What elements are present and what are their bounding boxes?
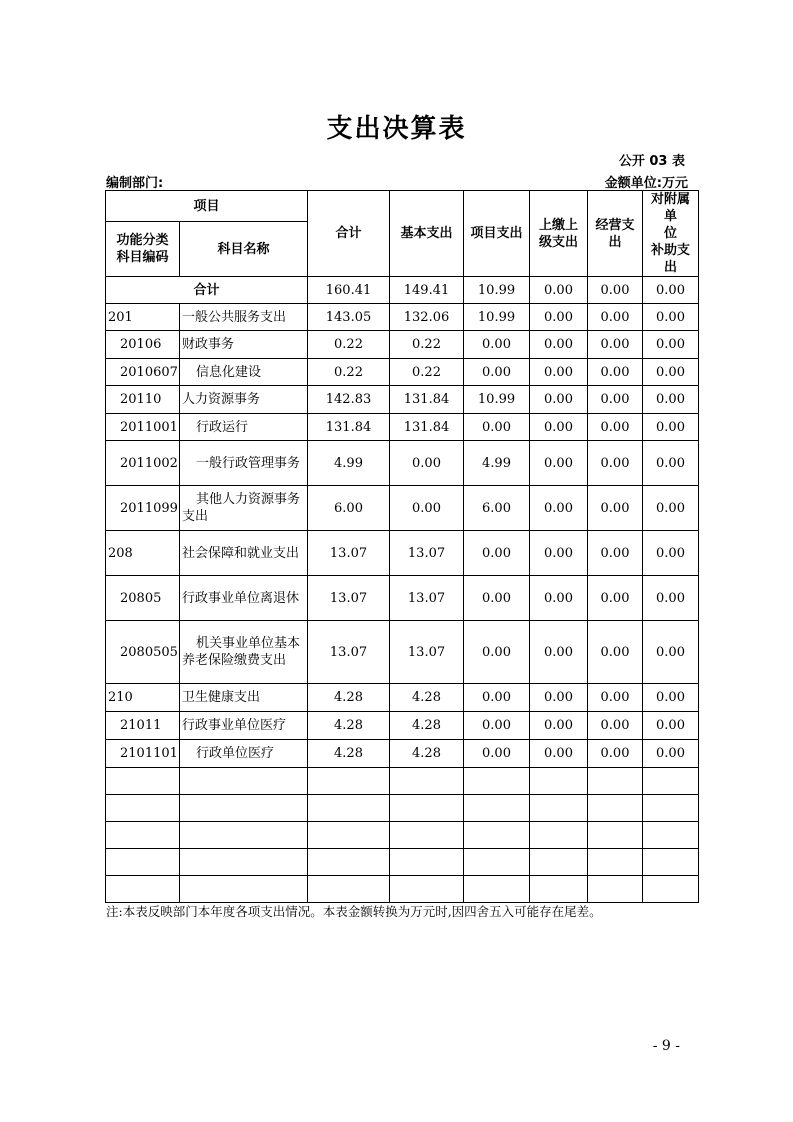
footnote: 注:本表反映部门本年度各项支出情况。本表金额转换为万元时,因四舍五入可能存在尾差。: [106, 904, 602, 919]
amount-cell: 0.00: [588, 531, 643, 576]
amount-cell: 0.00: [390, 486, 464, 531]
subject-name: 机关事业单位基本养老保险缴费支出: [180, 621, 308, 684]
empty-row: [106, 876, 699, 903]
total-cell: 0.00: [530, 277, 588, 304]
empty-cell: [464, 795, 530, 822]
amount-cell: 0.00: [464, 684, 530, 712]
expenditure-table: [105, 190, 699, 903]
header-item: 项目: [106, 191, 308, 222]
empty-cell: [530, 876, 588, 903]
amount-cell: 0.00: [588, 441, 643, 486]
subject-name: 财政事务: [180, 331, 308, 359]
empty-cell: [588, 849, 643, 876]
empty-row: [106, 768, 699, 795]
subject-code: 20805: [106, 576, 180, 621]
amount-cell: 0.00: [588, 331, 643, 359]
header-func-code: 功能分类 科目编码: [106, 222, 180, 277]
amount-cell: 4.99: [464, 441, 530, 486]
subject-code: 201: [106, 304, 180, 331]
empty-cell: [180, 768, 308, 795]
total-cell: 160.41: [308, 277, 390, 304]
amount-cell: 0.00: [643, 531, 699, 576]
amount-cell: 131.84: [390, 386, 464, 414]
subject-code: 210: [106, 684, 180, 712]
amount-cell: 0.00: [530, 304, 588, 331]
empty-cell: [308, 795, 390, 822]
amount-cell: 0.00: [464, 414, 530, 441]
amount-cell: 13.07: [308, 531, 390, 576]
subject-name: 行政事业单位医疗: [180, 712, 308, 740]
table-row: [106, 740, 699, 768]
empty-cell: [180, 876, 308, 903]
header-project: 项目支出: [464, 191, 530, 277]
empty-cell: [180, 822, 308, 849]
amount-cell: 0.00: [530, 441, 588, 486]
total-cell: 149.41: [390, 277, 464, 304]
empty-cell: [588, 822, 643, 849]
amount-cell: 13.07: [308, 576, 390, 621]
amount-cell: 0.00: [530, 359, 588, 386]
amount-cell: 6.00: [308, 486, 390, 531]
total-row: [106, 277, 699, 304]
subject-code: 2011001: [106, 414, 180, 441]
subject-code: 20110: [106, 386, 180, 414]
total-label: 合计: [106, 277, 308, 304]
empty-cell: [643, 849, 699, 876]
empty-cell: [308, 822, 390, 849]
amount-cell: 132.06: [390, 304, 464, 331]
amount-cell: 0.00: [464, 621, 530, 684]
subject-code: 2101101: [106, 740, 180, 768]
empty-cell: [588, 795, 643, 822]
amount-cell: 0.00: [588, 576, 643, 621]
total-cell: 10.99: [464, 277, 530, 304]
empty-cell: [588, 876, 643, 903]
amount-cell: 0.00: [530, 576, 588, 621]
table-row: [106, 684, 699, 712]
amount-cell: 0.00: [643, 621, 699, 684]
empty-cell: [464, 768, 530, 795]
amount-cell: 0.00: [464, 576, 530, 621]
empty-cell: [530, 768, 588, 795]
empty-cell: [530, 822, 588, 849]
empty-cell: [180, 795, 308, 822]
amount-cell: 131.84: [390, 414, 464, 441]
amount-cell: 4.28: [308, 712, 390, 740]
subject-name: 人力资源事务: [180, 386, 308, 414]
amount-cell: 4.28: [308, 684, 390, 712]
amount-cell: 0.00: [643, 414, 699, 441]
empty-cell: [530, 849, 588, 876]
empty-row: [106, 849, 699, 876]
empty-cell: [643, 822, 699, 849]
amount-cell: 0.00: [643, 486, 699, 531]
amount-cell: 13.07: [390, 621, 464, 684]
amount-cell: 0.00: [530, 531, 588, 576]
amount-cell: 0.00: [643, 576, 699, 621]
empty-cell: [390, 876, 464, 903]
empty-cell: [643, 876, 699, 903]
amount-cell: 4.99: [308, 441, 390, 486]
empty-cell: [588, 768, 643, 795]
amount-cell: 0.00: [643, 740, 699, 768]
amount-cell: 0.00: [464, 531, 530, 576]
empty-cell: [106, 849, 180, 876]
table-row: [106, 386, 699, 414]
subject-code: 20106: [106, 331, 180, 359]
empty-cell: [390, 849, 464, 876]
amount-cell: 0.00: [643, 684, 699, 712]
amount-cell: 0.00: [588, 304, 643, 331]
total-cell: 0.00: [643, 277, 699, 304]
amount-cell: 0.00: [588, 414, 643, 441]
table-row: [106, 331, 699, 359]
amount-cell: 13.07: [390, 531, 464, 576]
empty-cell: [390, 795, 464, 822]
amount-cell: 0.00: [643, 304, 699, 331]
subject-code: 2011099: [106, 486, 180, 531]
amount-cell: 0.00: [588, 621, 643, 684]
amount-cell: 0.00: [588, 386, 643, 414]
amount-cell: 0.00: [643, 441, 699, 486]
empty-cell: [106, 876, 180, 903]
subject-name: 行政运行: [180, 414, 308, 441]
header-basic: 基本支出: [390, 191, 464, 277]
subject-code: 208: [106, 531, 180, 576]
subject-name: 卫生健康支出: [180, 684, 308, 712]
amount-cell: 0.22: [390, 331, 464, 359]
unit-label: 金额单位:万元: [604, 176, 688, 191]
subject-code: 2080505: [106, 621, 180, 684]
amount-cell: 142.83: [308, 386, 390, 414]
header-subject-name: 科目名称: [180, 222, 308, 277]
empty-cell: [464, 849, 530, 876]
amount-cell: 0.00: [530, 386, 588, 414]
empty-cell: [390, 768, 464, 795]
amount-cell: 0.00: [464, 712, 530, 740]
subject-name: 一般行政管理事务: [180, 441, 308, 486]
empty-cell: [308, 849, 390, 876]
amount-cell: 0.00: [530, 621, 588, 684]
table-row: [106, 441, 699, 486]
header-business: 经营支 出: [588, 191, 643, 277]
subject-code: 21011: [106, 712, 180, 740]
amount-cell: 0.22: [308, 331, 390, 359]
table-row: [106, 531, 699, 576]
amount-cell: 143.05: [308, 304, 390, 331]
total-cell: 0.00: [588, 277, 643, 304]
amount-cell: 0.00: [588, 486, 643, 531]
table-row: [106, 576, 699, 621]
subject-name: 行政事业单位离退休: [180, 576, 308, 621]
amount-cell: 0.22: [308, 359, 390, 386]
amount-cell: 0.00: [464, 331, 530, 359]
page-title: 支出决算表: [326, 114, 467, 144]
table-row: [106, 621, 699, 684]
amount-cell: 0.00: [643, 331, 699, 359]
amount-cell: 0.22: [390, 359, 464, 386]
empty-cell: [390, 822, 464, 849]
amount-cell: 0.00: [588, 712, 643, 740]
empty-cell: [308, 876, 390, 903]
amount-cell: 0.00: [530, 414, 588, 441]
table-row: [106, 359, 699, 386]
amount-cell: 0.00: [530, 684, 588, 712]
empty-cell: [530, 795, 588, 822]
empty-cell: [643, 795, 699, 822]
amount-cell: 0.00: [390, 441, 464, 486]
empty-cell: [464, 876, 530, 903]
amount-cell: 0.00: [588, 740, 643, 768]
amount-cell: 6.00: [464, 486, 530, 531]
empty-cell: [106, 822, 180, 849]
empty-row: [106, 795, 699, 822]
amount-cell: 4.28: [390, 740, 464, 768]
amount-cell: 10.99: [464, 386, 530, 414]
subject-code: 2010607: [106, 359, 180, 386]
amount-cell: 0.00: [643, 712, 699, 740]
amount-cell: 4.28: [390, 712, 464, 740]
amount-cell: 0.00: [588, 684, 643, 712]
form-number: 公开 03 表: [618, 154, 685, 169]
amount-cell: 0.00: [530, 331, 588, 359]
table-row: [106, 304, 699, 331]
empty-cell: [106, 768, 180, 795]
empty-cell: [180, 849, 308, 876]
amount-cell: 0.00: [464, 359, 530, 386]
empty-cell: [643, 768, 699, 795]
header-upper: 上缴上 级支出: [530, 191, 588, 277]
amount-cell: 13.07: [390, 576, 464, 621]
empty-cell: [308, 768, 390, 795]
empty-cell: [106, 795, 180, 822]
amount-cell: 0.00: [530, 486, 588, 531]
amount-cell: 4.28: [308, 740, 390, 768]
subject-code: 2011002: [106, 441, 180, 486]
amount-cell: 13.07: [308, 621, 390, 684]
table-row: [106, 414, 699, 441]
amount-cell: 0.00: [530, 712, 588, 740]
amount-cell: 0.00: [643, 359, 699, 386]
empty-row: [106, 822, 699, 849]
table-row: [106, 486, 699, 531]
subject-name: 信息化建设: [180, 359, 308, 386]
amount-cell: 0.00: [464, 740, 530, 768]
amount-cell: 0.00: [530, 740, 588, 768]
subject-name: 一般公共服务支出: [180, 304, 308, 331]
page-number: - 9 -: [652, 1038, 680, 1054]
department-label: 编制部门:: [106, 176, 164, 191]
amount-cell: 0.00: [588, 359, 643, 386]
amount-cell: 4.28: [390, 684, 464, 712]
subject-name: 社会保障和就业支出: [180, 531, 308, 576]
amount-cell: 0.00: [643, 386, 699, 414]
subject-name: 其他人力资源事务支出: [180, 486, 308, 531]
header-total: 合计: [308, 191, 390, 277]
header-subsidiary: 对附属单 位 补助支出: [643, 191, 699, 277]
empty-cell: [464, 822, 530, 849]
table-row: [106, 712, 699, 740]
amount-cell: 131.84: [308, 414, 390, 441]
subject-name: 行政单位医疗: [180, 740, 308, 768]
amount-cell: 10.99: [464, 304, 530, 331]
